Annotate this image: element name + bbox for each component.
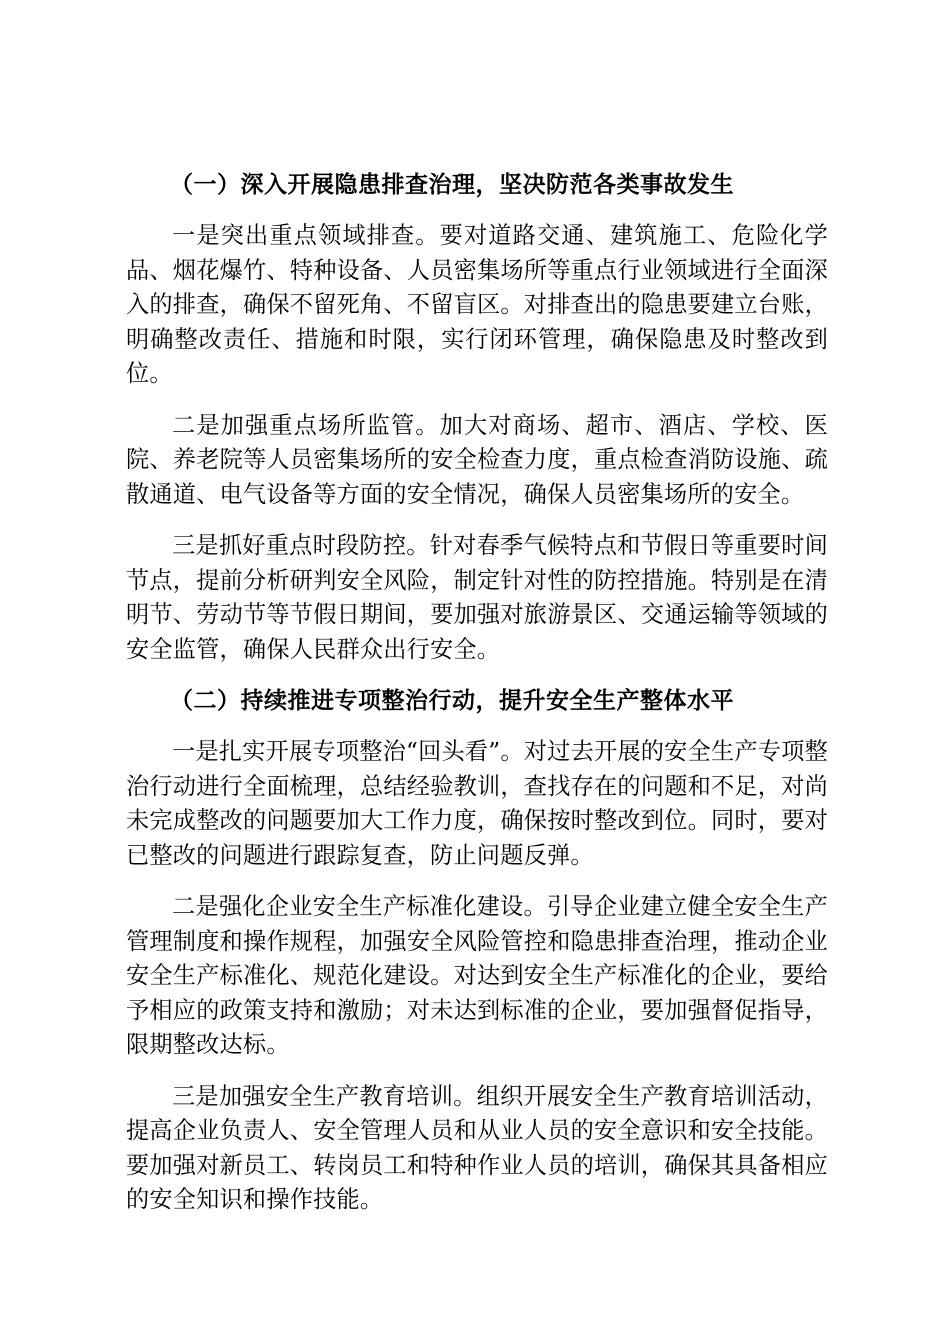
section-heading-1: （一）深入开展隐患排查治理，坚决防范各类事故发生 <box>170 172 734 198</box>
paragraph-1-2: 二是加强重点场所监管。加大对商场、超市、酒店、学校、医院、养老院等人员密集场所的安全检查力度，重点检查消防设施、疏散通道、电气设备等方面的安全情况，确保人员密集场所的安全。 <box>126 411 828 508</box>
paragraph-2-2: 二是强化企业安全生产标准化建设。引导企业建立健全安全生产管理制度和操作规程，加强安全风险管控和隐患排查治理，推动企业安全生产标准化、规范化建设。对达到安全生产标准化的企业，要给予相应的政策支持和激励；对未达到标准的企业，要加强督促指导，限期整改达标。 <box>126 893 828 1058</box>
paragraph-1-1: 一是突出重点领域排查。要对道路交通、建筑施工、危险化学品、烟花爆竹、特种设备、人员密集场所等重点行业领域进行全面深入的排查，确保不留死角、不留盲区。对排查出的隐患要建立台账，明确整改责任、措施和时限，实行闭环管理，确保隐患及时整改到位。 <box>126 222 828 387</box>
document-page <box>126 168 828 1235</box>
paragraph-2-3: 三是加强安全生产教育培训。组织开展安全生产教育培训活动，提高企业负责人、安全管理人员和从业人员的安全意识和安全技能。要加强对新员工、转岗员工和特种作业人员的培训，确保其具备相应的安全知识和操作技能。 <box>126 1082 828 1213</box>
section-2 <box>126 684 828 1218</box>
section-heading-2: （二）持续推进专项整治行动，提升安全生产整体水平 <box>170 688 734 714</box>
paragraph-2-1: 一是扎实开展专项整治“回头看”。对过去开展的安全生产专项整治行动进行全面梳理，总结经验教训，查找存在的问题和不足，对尚未完成整改的问题要加大工作力度，确保按时整改到位。同时，要对已整改的问题进行跟踪复查，防止问题反弹。 <box>126 738 828 869</box>
paragraph-1-3: 三是抓好重点时段防控。针对春季气候特点和节假日等重要时间节点，提前分析研判安全风险，制定针对性的防控措施。特别是在清明节、劳动节等节假日期间，要加强对旅游景区、交通运输等领域的安全监管，确保人民群众出行安全。 <box>126 532 828 663</box>
section-1 <box>126 168 828 667</box>
